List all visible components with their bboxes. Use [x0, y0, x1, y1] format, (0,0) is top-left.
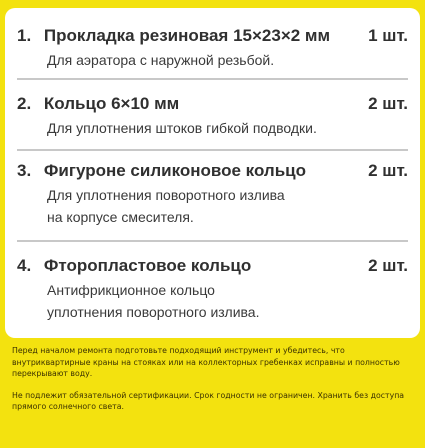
divider — [17, 78, 408, 80]
item-description: Для уплотнения штоков гибкой подводки. — [47, 120, 317, 136]
item-number: 4. — [17, 256, 32, 275]
item-description: Антифрикционное кольцо — [47, 282, 215, 298]
item-number: 3. — [17, 161, 32, 180]
storage-note: Не подлежит обязательной сертификации. Срок годности не ограничен. Хранить без доступа прямого солнечного света. — [12, 390, 405, 411]
repair-note: Перед началом ремонта подготовьте подходящий инструмент и убедитесь, что внутриквартирные краны на стояках или на коллекторных гребенках исправны и полностью перекрывают воду. — [12, 346, 400, 378]
item-number: 2. — [17, 94, 32, 113]
item-description: Для уплотнения поворотного излива — [47, 187, 285, 203]
item-quantity: 2 шт. — [368, 256, 408, 275]
item-description: Для аэратора с наружной резьбой. — [47, 52, 275, 68]
item-title: Прокладка резиновая 15×23×2 мм — [43, 26, 331, 45]
item-title: Фторопластовое кольцо — [43, 256, 252, 275]
item-quantity: 2 шт. — [368, 94, 408, 113]
items-panel — [5, 8, 420, 338]
item-description: уплотнения поворотного излива. — [47, 304, 260, 320]
divider — [17, 149, 408, 151]
item-number: 1. — [17, 26, 32, 45]
divider — [17, 240, 408, 242]
item-quantity: 2 шт. — [368, 161, 408, 180]
item-title: Фигуроне силиконовое кольцо — [43, 161, 307, 180]
item-title: Кольцо 6×10 мм — [43, 94, 180, 113]
item-quantity: 1 шт. — [368, 26, 408, 45]
item-description: на корпусе смесителя. — [47, 209, 194, 225]
notes — [12, 345, 411, 423]
